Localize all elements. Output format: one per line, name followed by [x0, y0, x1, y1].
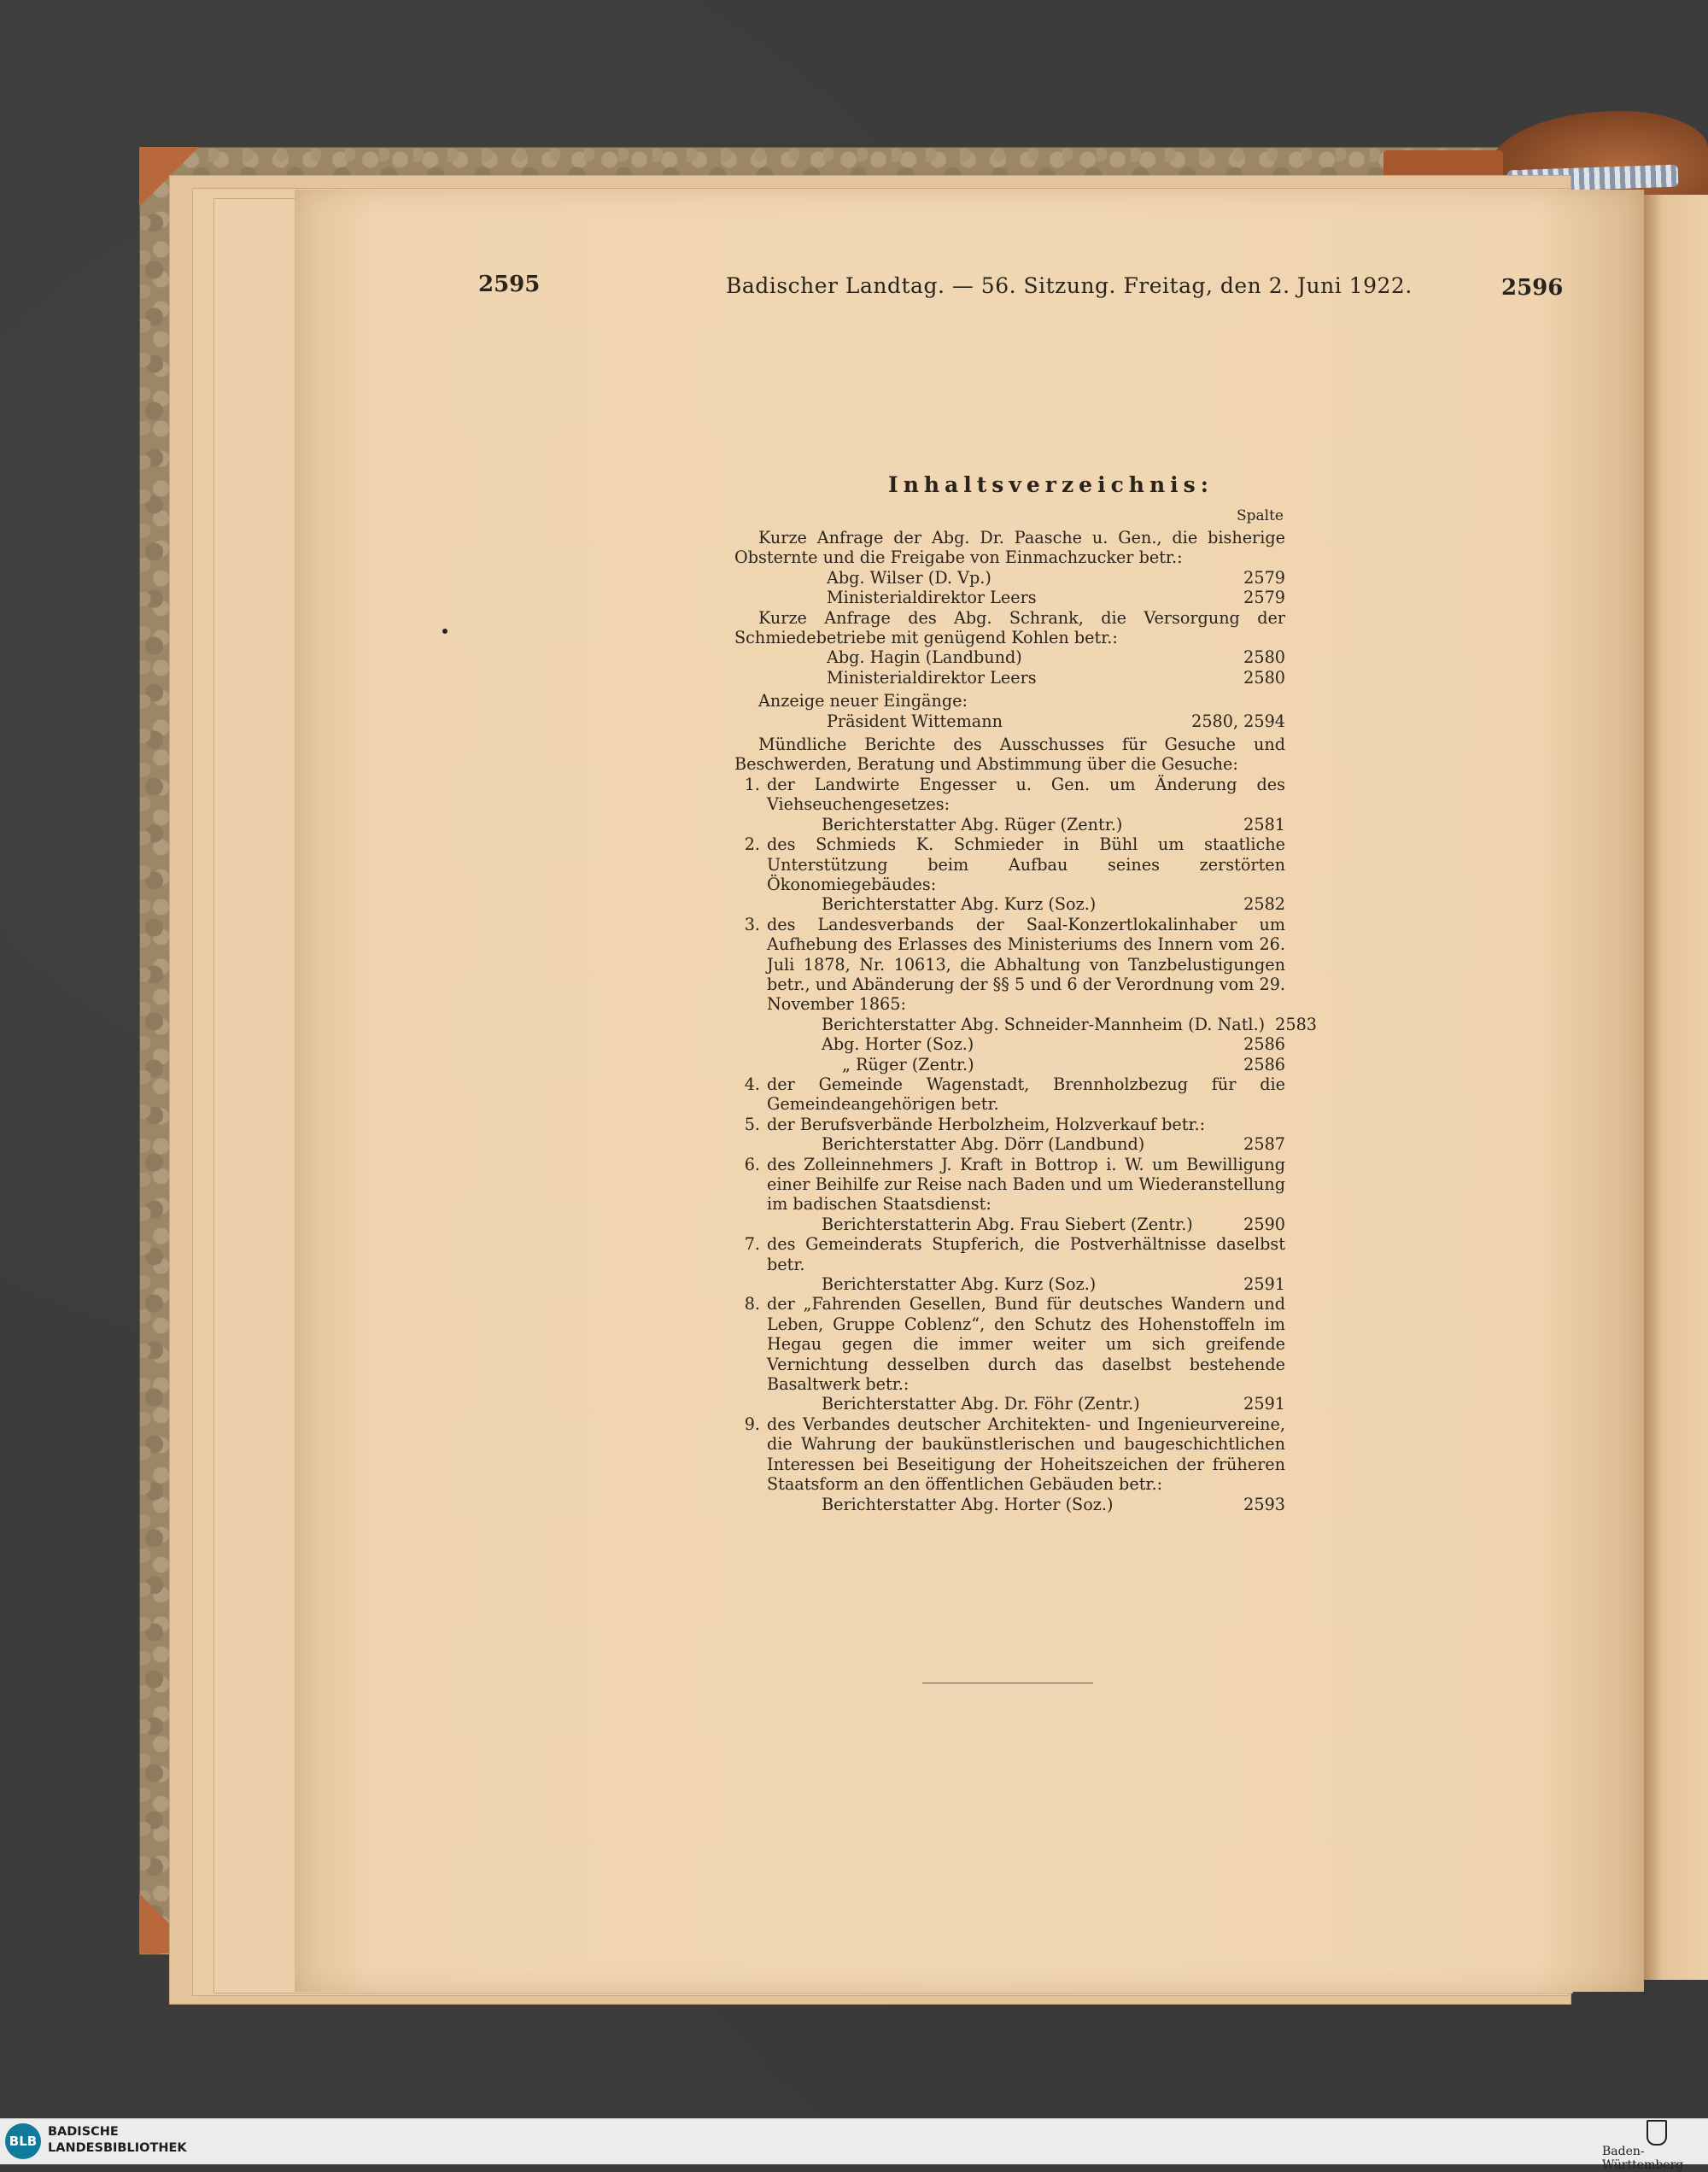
speaker-name: Abg. Hagin (Landbund)	[827, 647, 1022, 668]
toc-entry	[734, 528, 1285, 608]
blb-logo-icon[interactable]: BLB	[5, 2123, 41, 2159]
facing-page-edge	[1644, 195, 1708, 1980]
column-number: 2587	[1243, 1134, 1285, 1155]
numbered-entry	[734, 1155, 1285, 1235]
speaker-name: Ministerialdirektor Leers	[827, 667, 1037, 688]
entry-number: 2.	[744, 834, 760, 855]
page-number-right: 2596	[1501, 275, 1564, 301]
entry-number: 5.	[744, 1114, 760, 1134]
page-number-left: 2595	[478, 272, 541, 297]
column-number: 2593	[1243, 1494, 1285, 1514]
speaker-name: Berichterstatter Abg. Schneider-Mannheim (D. Natl.)	[822, 1014, 1266, 1034]
speaker-line	[734, 1215, 1285, 1234]
entry-number: 6.	[744, 1154, 760, 1174]
speaker-name: Ministerialdirektor Leers	[827, 588, 1037, 608]
column-number: 2580, 2594	[1191, 711, 1285, 731]
speaker-line	[734, 894, 1285, 914]
entry-text: Mündliche Berichte des Ausschusses für Gesuche und Beschwerden, Beratung und Abstimmung über die Gesuche:	[734, 735, 1285, 775]
entry-text: Kurze Anfrage der Abg. Dr. Paasche u. Gen., die bisherige Obsternte und die Freigabe von Einmachzucker betr.:	[734, 528, 1285, 568]
numbered-entry	[734, 1234, 1285, 1294]
entry-text: Kurze Anfrage des Abg. Schrank, die Versorgung der Schmiedebetriebe mit genügend Kohlen betr.:	[734, 607, 1285, 648]
column-number: 2586	[1243, 1034, 1285, 1055]
numbered-entry	[734, 775, 1285, 834]
toc-entry	[734, 691, 1285, 731]
speaker-line	[734, 815, 1285, 834]
entry-text: des Schmieds K. Schmieder in Bühl um staatliche Unterstützung beim Aufbau seines zerstörten Ökonomiegebäudes:	[767, 834, 1285, 894]
column-number: 2591	[1243, 1274, 1285, 1295]
toc-entry	[734, 735, 1285, 775]
speaker-line	[734, 1034, 1285, 1054]
entry-text: der „Fahrenden Gesellen, Bund für deutsches Wandern und Leben, Gruppe Coblenz“, den Schutz des Hohenstoffeln im Hegau gegen die immer weiter um sich greifende Vernichtung desselben durch das daselbst bestehende Basaltwerk betr.:	[767, 1294, 1285, 1395]
speaker-line	[734, 1394, 1285, 1414]
numbered-entry	[734, 1294, 1285, 1414]
numbered-entry	[734, 1074, 1285, 1115]
speaker-name: Berichterstatter Abg. Horter (Soz.)	[822, 1494, 1114, 1514]
column-number: 2586	[1243, 1054, 1285, 1074]
speaker-line	[734, 668, 1285, 688]
entry-text: der Gemeinde Wagenstadt, Brennholzbezug für die Gemeindeangehörigen betr.	[767, 1074, 1285, 1115]
speaker-line	[734, 647, 1285, 667]
speaker-name: Berichterstatter Abg. Dr. Föhr (Zentr.)	[822, 1394, 1140, 1414]
entry-number: 4.	[744, 1074, 760, 1094]
entry-text: des Zolleinnehmers J. Kraft in Bottrop i. W. um Bewilligung einer Beihilfe zur Reise nach Baden und um Wiederanstellung im badischen Staatsdienst:	[767, 1154, 1285, 1215]
entry-text: der Landwirte Engesser u. Gen. um Änderung des Viehseuchengesetzes:	[767, 774, 1285, 815]
entry-number: 1.	[744, 774, 760, 794]
column-number: 2591	[1243, 1394, 1285, 1414]
speaker-name: Berichterstatter Abg. Kurz (Soz.)	[822, 894, 1097, 915]
entry-text: des Gemeinderats Stupferich, die Postverhältnisse daselbst betr.	[767, 1234, 1285, 1274]
column-number: 2583	[1275, 1014, 1317, 1034]
speaker-name: Berichterstatter Abg. Kurz (Soz.)	[822, 1274, 1097, 1295]
speaker-name: Präsident Wittemann	[827, 711, 1003, 731]
column-number: 2579	[1243, 588, 1285, 608]
speaker-line	[734, 1014, 1317, 1034]
entry-text: des Landesverbands der Saal-Konzertlokalinhaber um Aufhebung des Erlasses des Ministeriums des Innern vom 26. Juli 1878, Nr. 10613, die Abhaltung von Tanzbelustigungen betr., und Abänderung der §§ 5 und 6 der Verordnung vom 29. November 1865:	[767, 914, 1285, 1015]
speaker-line	[734, 1495, 1285, 1514]
entry-number: 3.	[744, 914, 760, 934]
toc-title: Inhaltsverzeichnis:	[888, 472, 1214, 497]
numbered-entry	[734, 914, 1317, 1074]
toc-entry	[734, 608, 1285, 688]
entry-text: des Verbandes deutscher Architekten- und Ingenieurvereine, die Wahrung der baukünstlerischen und baugeschichtlichen Interessen bei Beseitigung der Hoheitszeichen der früheren Staatsform an den öffentlichen Gebäuden betr.:	[767, 1414, 1285, 1495]
numbered-entry	[734, 1115, 1285, 1155]
entry-number: 9.	[744, 1414, 760, 1434]
entry-text: Anzeige neuer Eingänge:	[758, 691, 968, 711]
speaker-name: Abg. Wilser (D. Vp.)	[827, 567, 991, 588]
entry-text: der Berufsverbände Herbolzheim, Holzverkauf betr.:	[767, 1114, 1206, 1134]
library-name-line: LANDESBIBLIOTHEK	[48, 2141, 187, 2155]
column-number: 2582	[1243, 894, 1285, 915]
library-name-line: BADISCHE	[48, 2125, 119, 2139]
running-header: Badischer Landtag. — 56. Sitzung. Freitag, den 2. Juni 1922.	[726, 273, 1413, 298]
speaker-line	[734, 588, 1285, 607]
table-of-contents	[734, 528, 1317, 1514]
entry-number: 8.	[744, 1294, 760, 1314]
speaker-name: Berichterstatter Abg. Rüger (Zentr.)	[822, 814, 1123, 834]
numbered-entry	[734, 834, 1285, 915]
entry-number: 7.	[744, 1234, 760, 1255]
column-number: 2580	[1243, 647, 1285, 668]
viewer-footer	[0, 2118, 1708, 2164]
speaker-name: Berichterstatter Abg. Dörr (Landbund)	[822, 1134, 1145, 1155]
column-number: 2579	[1243, 567, 1285, 588]
column-number: 2581	[1243, 814, 1285, 834]
speaker-name: „ Rüger (Zentr.)	[842, 1054, 974, 1074]
ink-dot	[442, 629, 447, 634]
speaker-line	[734, 1274, 1285, 1294]
speaker-line	[734, 1055, 1285, 1074]
state-crest-icon	[1647, 2120, 1667, 2146]
region-name: Baden-Württemberg	[1602, 2145, 1684, 2172]
speaker-name: Abg. Horter (Soz.)	[822, 1034, 974, 1055]
speaker-line	[734, 568, 1285, 588]
speaker-line	[734, 1134, 1285, 1154]
speaker-line	[734, 711, 1285, 731]
column-number: 2590	[1243, 1214, 1285, 1234]
library-name[interactable]	[48, 2124, 187, 2157]
numbered-entry	[734, 1414, 1285, 1514]
speaker-name: Berichterstatterin Abg. Frau Siebert (Zentr.)	[822, 1214, 1193, 1234]
column-number: 2580	[1243, 667, 1285, 688]
column-header: Spalte	[1237, 507, 1284, 524]
